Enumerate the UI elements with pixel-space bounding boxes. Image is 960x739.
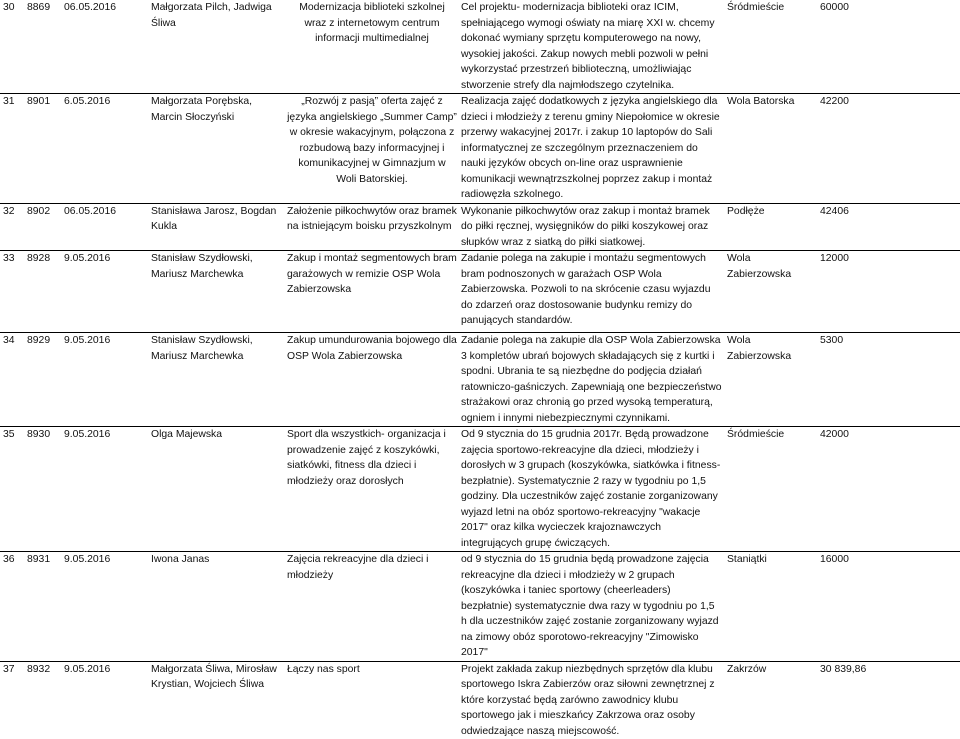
applicant-names: Stanisław Szydłowski, Mariusz Marchewka [147,333,283,427]
table-row [0,94,960,204]
submission-date: 06.05.2016 [64,2,117,13]
district: Zakrzów [723,661,816,739]
table-row [0,333,960,427]
submission-date: 9.05.2016 [60,333,147,427]
row-number: 30 [3,2,15,13]
applicant-names: Stanisława Jarosz, Bogdan Kukla [147,203,283,251]
application-number: 8901 [23,94,60,204]
submission-date: 9.05.2016 [60,661,147,739]
project-title: Modernizacja biblioteki szkolnej wraz z internetowym centrum informacji multimedialnej [299,2,445,44]
amount: 12000 [816,251,960,333]
application-number: 8932 [23,661,60,739]
row-number: 37 [0,661,23,739]
amount: 42000 [816,427,960,552]
project-title: „Rozwój z pasją” oferta zajęć z języka angielskiego „Summer Camp” w okresie wakacyjnym, połączona z rozbudową bazy informacyjnej i komunikacyjnej w Gimnazjum w Woli Batorskiej. [283,94,457,204]
project-description: Realizacja zajęć dodatkowych z języka angielskiego dla dzieci i młodzieży z terenu gminy Niepołomice w okresie przerwy wakacyjnej 2017r. i zakup 10 laptopów do Sali informatycznej ze szczególnym przeznaczeniem do nauki języków obcych on-line oraz usprawnienie komunikacji wewnątrzszkolnej poprzez zakup i montaż radiowęzła szkolnego. [457,94,723,204]
application-number: 8928 [23,251,60,333]
project-description: Zadanie polega na zakupie i montażu segmentowych bram podnoszonych w garażach OSP Wola Zabierzowska. Pozwoli to na skrócenie czasu wyjazdu do zdarzeń oraz dostosowanie budynku remizy do panujących standardów. [457,251,723,333]
district: Podłęże [723,203,816,251]
applicant-names: Stanisław Szydłowski, Mariusz Marchewka [147,251,283,333]
application-number: 8929 [23,333,60,427]
amount: 30 839,86 [816,661,960,739]
application-number: 8930 [23,427,60,552]
project-title: Zakup i montaż segmentowych bram garażowych w remizie OSP Wola Zabierzowska [283,251,457,333]
table-row [0,203,960,251]
row-number: 32 [0,203,23,251]
district: Staniątki [723,552,816,662]
submission-date: 9.05.2016 [60,427,147,552]
applicant-names: Iwona Janas [147,552,283,662]
row-number: 35 [0,427,23,552]
row-number: 34 [0,333,23,427]
district: Wola Batorska [723,94,816,204]
submission-date: 9.05.2016 [60,251,147,333]
amount: 60000 [820,2,849,13]
application-number: 8869 [27,2,51,13]
submission-date: 9.05.2016 [60,552,147,662]
table-row [0,0,960,94]
applicant-names: Małgorzata Śliwa, Mirosław Krystian, Wojciech Śliwa [147,661,283,739]
row-number: 33 [0,251,23,333]
amount: 16000 [816,552,960,662]
project-description: od 9 stycznia do 15 grudnia będą prowadzone zajęcia rekreacyjne dla dzieci i młodzieży w 2 grupach (koszykówka i taniec sportowy (cheerleaders) bezpłatnie) systematycznie dwa razy w tygodniu po 1,5 h dla uczestników zajęć zostanie zorganizowany wyjazd na zimowy obóz sporotowo-rekreacyjny "Zimowisko 2017" [457,552,723,662]
district: Śródmieście [727,2,785,13]
row-number: 36 [0,552,23,662]
district: Wola Zabierzowska [723,333,816,427]
project-description: Wykonanie piłkochwytów oraz zakup i montaż bramek do piłki ręcznej, wysięgników do piłki koszykowej oraz słupków wraz z siatką do piłki siatkowej. [457,203,723,251]
project-description: Od 9 stycznia do 15 grudnia 2017r. Będą prowadzone zajęcia sportowo-rekreacyjne dla dzieci, młodzieży i dorosłych w 3 grupach (koszykówka, siatkówka i fitness- bezpłatnie). Systematycznie 2 razy w tygodniu po 1,5 godziny. Dla uczestników zajęć zostanie zorganizowany wyjazd letni na obóz sportowo-rekreacyjny "wakacje 2017" oraz kilka wycieczek krajoznawczych integrujących grupę ćwiczących. [457,427,723,552]
table-row [0,552,960,662]
applicant-names: Małgorzata Porębska, Marcin Słoczyński [147,94,283,204]
applicant-names: Olga Majewska [147,427,283,552]
district: Śródmieście [723,427,816,552]
submission-date: 06.05.2016 [60,203,147,251]
application-number: 8931 [23,552,60,662]
amount: 42406 [816,203,960,251]
project-description: Projekt zakłada zakup niezbędnych sprzętów dla klubu sportowego Iskra Zabierzów oraz siłowni zewnętrznej z które korzystać będą zarówno zawodnicy klubu sportowego jak i mieszkańcy Zakrzowa oraz osoby odwiedzające naszą miejscowość. [457,661,723,739]
application-number: 8902 [23,203,60,251]
row-number: 31 [0,94,23,204]
project-title: Zajęcia rekreacyjne dla dzieci i młodzieży [283,552,457,662]
project-description: Zadanie polega na zakupie dla OSP Wola Zabierzowska 3 kompletów ubrań bojowych składających się z kurtki i spodni. Ubrania te są niezbędne do podjęcia działań ratowniczo-gaśniczych. Zapewniają one bezpieczeństwo strażakowi oraz chronią go przed wysoką temperaturą, ogniem i innymi niebezpiecznymi czynnikami. [457,333,723,427]
project-title: Łączy nas sport [283,661,457,739]
table-row [0,251,960,333]
project-description: Cel projektu- modernizacja biblioteki oraz ICIM, spełniającego wymogi oświaty na miarę XXI w. chcemy dokonać wymiany sprzętu komputerowego na nowy, wysokiej jakości. Zakup nowych mebli pozwoli w pełni wykorzystać przestrzeń biblioteczną, umożliwiając stworzenie strefy dla najmłodszego czytelnika. [461,2,715,91]
amount: 5300 [816,333,960,427]
project-title: Sport dla wszystkich- organizacja i prowadzenie zajęć z koszykówki, siatkówki, fitness dla dzieci i młodzieży oraz dorosłych [283,427,457,552]
table-row [0,661,960,739]
district: Wola Zabierzowska [723,251,816,333]
amount: 42200 [816,94,960,204]
submission-date: 6.05.2016 [60,94,147,204]
project-title: Założenie piłkochwytów oraz bramek na istniejącym boisku przyszkolnym [283,203,457,251]
table-row [0,427,960,552]
applicant-names: Małgorzata Pilch, Jadwiga Śliwa [151,2,272,29]
project-title: Zakup umundurowania bojowego dla OSP Wola Zabierzowska [283,333,457,427]
